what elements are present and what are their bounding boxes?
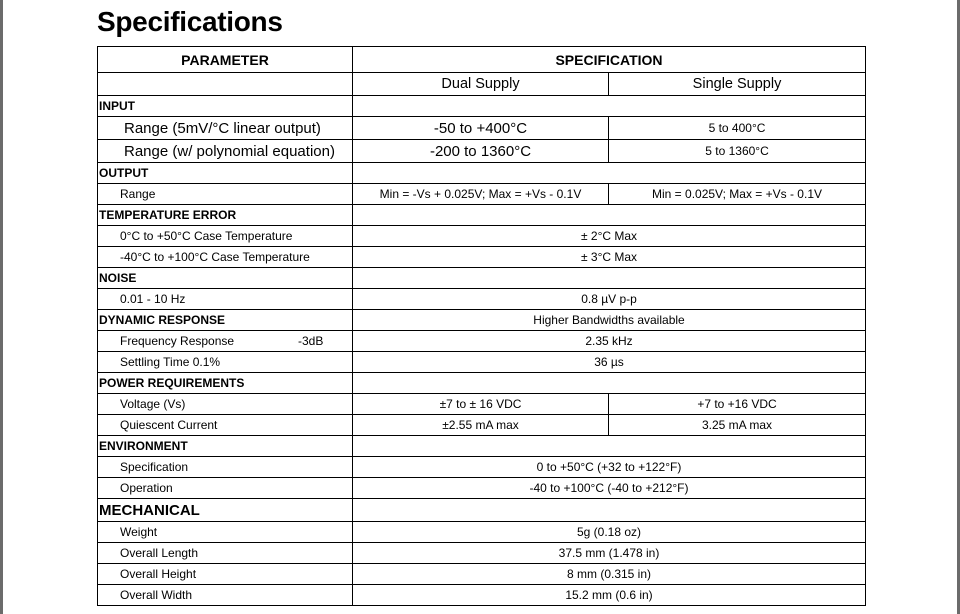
row-label: Weight: [98, 522, 353, 543]
single-value: Min = 0.025V; Max = +Vs - 0.1V: [609, 184, 866, 205]
row-value: 0 to +50°C (+32 to +122°F): [353, 457, 866, 478]
single-supply-header: Single Supply: [609, 73, 866, 96]
section-label: ENVIRONMENT: [98, 436, 353, 457]
table-row: [98, 394, 866, 415]
table-row: [98, 184, 866, 205]
row-label: Overall Width: [98, 585, 353, 606]
section-output: [98, 163, 866, 184]
specifications-table: [97, 46, 866, 606]
subheader-empty: [98, 73, 353, 96]
row-value: 0.8 µV p-p: [353, 289, 866, 310]
specification-header: SPECIFICATION: [353, 47, 866, 73]
section-value: Higher Bandwidths available: [353, 310, 866, 331]
row-label: Operation: [98, 478, 353, 499]
table-row: [98, 140, 866, 163]
row-value: 2.35 kHz: [353, 331, 866, 352]
section-mechanical: [98, 499, 866, 522]
row-label: Range (w/ polynomial equation): [98, 140, 353, 163]
table-row: [98, 457, 866, 478]
single-value: 3.25 mA max: [609, 415, 866, 436]
section-label: NOISE: [98, 268, 353, 289]
table-row: [98, 478, 866, 499]
row-note: -3dB: [298, 334, 324, 348]
row-value: ± 3°C Max: [353, 247, 866, 268]
table-row: [98, 331, 866, 352]
table-row: [98, 352, 866, 373]
table-row: [98, 522, 866, 543]
table-row: [98, 585, 866, 606]
row-value: ± 2°C Max: [353, 226, 866, 247]
table-row: [98, 415, 866, 436]
section-temperature-error: [98, 205, 866, 226]
section-label: POWER REQUIREMENTS: [98, 373, 353, 394]
section-label: TEMPERATURE ERROR: [98, 205, 353, 226]
page-title: Specifications: [97, 6, 283, 37]
section-label: INPUT: [98, 96, 353, 117]
row-label: Voltage (Vs): [98, 394, 353, 415]
table-row: [98, 564, 866, 585]
table-row: [98, 289, 866, 310]
dual-value: ±7 to ± 16 VDC: [353, 394, 609, 415]
table-row: [98, 117, 866, 140]
section-label: OUTPUT: [98, 163, 353, 184]
section-noise: [98, 268, 866, 289]
row-label: Specification: [98, 457, 353, 478]
page-left-edge: [0, 0, 3, 614]
row-value: 5g (0.18 oz): [353, 522, 866, 543]
row-label: Overall Height: [98, 564, 353, 585]
row-label: -40°C to +100°C Case Temperature: [98, 247, 353, 268]
section-input: [98, 96, 866, 117]
table-row: [98, 226, 866, 247]
dual-supply-header: Dual Supply: [353, 73, 609, 96]
table-header-row: [98, 47, 866, 73]
row-value: 36 µs: [353, 352, 866, 373]
row-label: Range: [98, 184, 353, 205]
section-environment: [98, 436, 866, 457]
table-row: [98, 543, 866, 564]
row-label: Quiescent Current: [98, 415, 353, 436]
single-value: +7 to +16 VDC: [609, 394, 866, 415]
supply-subheader-row: [98, 73, 866, 96]
dual-value: ±2.55 mA max: [353, 415, 609, 436]
single-value: 5 to 1360°C: [609, 140, 866, 163]
row-label: 0.01 - 10 Hz: [98, 289, 353, 310]
section-dynamic-response: [98, 310, 866, 331]
row-label-cell: [98, 331, 353, 352]
single-value: 5 to 400°C: [609, 117, 866, 140]
row-label: Range (5mV/°C linear output): [98, 117, 353, 140]
row-label: Overall Length: [98, 543, 353, 564]
row-value: 8 mm (0.315 in): [353, 564, 866, 585]
section-power-requirements: [98, 373, 866, 394]
section-label: DYNAMIC RESPONSE: [98, 310, 353, 331]
row-value: -40 to +100°C (-40 to +212°F): [353, 478, 866, 499]
dual-value: -50 to +400°C: [353, 117, 609, 140]
dual-value: -200 to 1360°C: [353, 140, 609, 163]
row-label: 0°C to +50°C Case Temperature: [98, 226, 353, 247]
parameter-header: PARAMETER: [98, 47, 353, 73]
table-row: [98, 247, 866, 268]
row-value: 15.2 mm (0.6 in): [353, 585, 866, 606]
dual-value: Min = -Vs + 0.025V; Max = +Vs - 0.1V: [353, 184, 609, 205]
row-value: 37.5 mm (1.478 in): [353, 543, 866, 564]
row-label: Frequency Response: [120, 334, 235, 348]
section-label: MECHANICAL: [98, 499, 353, 522]
row-label: Settling Time 0.1%: [98, 352, 353, 373]
